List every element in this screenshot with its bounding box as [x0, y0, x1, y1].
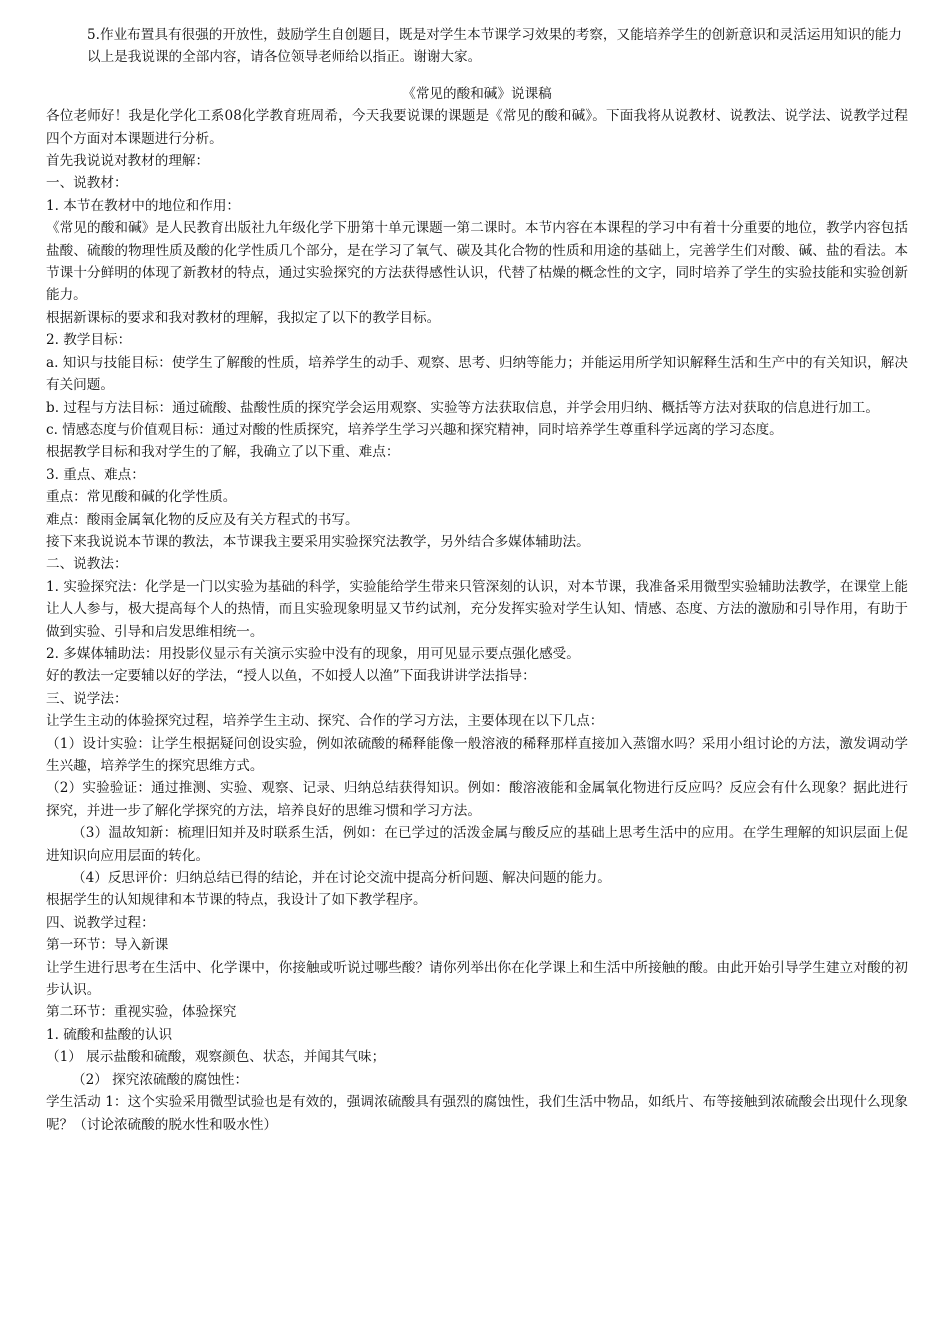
paragraph-textbook-description: 《常见的酸和碱》是人民教育出版社九年级化学下册第十单元课题一第二课时。本节内容在本课程的学习中有着十分重要的地位，教学内容包括盐酸、硫酸的物理性质及酸的化学性质几个部分，是在学习了氧气、碳及其化合物的性质和用途的基础上，完善学生们对酸、碱、盐的看法。本节课十分鲜明的体现了新教材的特点，通过实验探究的方法获得感性认识，代替了枯燥的概念性的文字，同时培养了学生的实验技能和实验创新能力。 — [46, 220, 908, 304]
paragraph-greeting: 各位老师好！我是化学化工系08化学教育班周希，今天我要说课的课题是《常见的酸和碱》。下面我将从说教材、说教法、说学法、说教学过程四个方面对本课题进行分析。 — [46, 108, 908, 147]
paragraph-key-point: 重点：常见酸和碱的化学性质。 — [46, 489, 237, 506]
paragraph-key-points-intro: 根据教学目标和我对学生的了解，我确立了以下重、难点： — [46, 444, 400, 461]
paragraph-goal-a: a. 知识与技能目标：使学生了解酸的性质，培养学生的动手、观察、思考、归纳等能力；并能运用所学知识解释生活和生产中的有关知识，解决有关问题。 — [46, 354, 908, 394]
paragraph-difficult-point: 难点：酸雨金属氧化物的反应及有关方程式的书写。 — [46, 511, 359, 528]
paragraph-intro-textbook: 首先我说说对教材的理解： — [46, 153, 210, 170]
paragraph-goal-c: c. 情感态度与价值观目标：通过对酸的性质探究，培养学生学习兴趣和探究精神，同时培养学生尊重科学远离的学习态度。 — [46, 421, 783, 438]
paragraph-design-experiment: （1）设计实验：让学生根据疑问创设实验，例如浓硫酸的稀释能像一般溶液的稀释那样直接加入蒸馏水吗？采用小组讨论的方法，激发调动学生兴趣，培养学生的探究思维方式。 — [46, 735, 908, 774]
paragraph-reflection: （4）反思评价：归纳总结已得的结论，并在讨论交流中提高分析问题、解决问题的能力。 — [72, 870, 611, 887]
paragraph-multimedia-method: 2. 多媒体辅助法：用投影仪显示有关演示实验中没有的现象，用可见显示要点强化感受。 — [46, 645, 580, 662]
paragraph-goals-intro: 根据新课标的要求和我对教材的理解，我拟定了以下的教学目标。 — [46, 309, 441, 326]
heading-section-3: 三、说学法： — [46, 690, 128, 707]
heading-section-2: 二、说教法： — [46, 556, 128, 573]
subheading-stage-2: 第二环节：重视实验，体验探究 — [46, 1004, 237, 1021]
paragraph-review-new: （3）温故知新：梳理旧知并及时联系生活，例如：在已学过的活泼金属与酸反应的基础上思考生活中的应用。在学生理解的知识层面上促进知识向应用层面的转化。 — [46, 825, 908, 864]
paragraph-student-activity-1: 学生活动 1：这个实验采用微型试验也是有效的，强调浓硫酸具有强烈的腐蚀性，我们生活中物品，如纸片、布等接触到浓硫酸会出现什么现象呢？（讨论浓硫酸的脱水性和吸水性） — [46, 1094, 908, 1133]
paragraph-show-acids: （1） 展示盐酸和硫酸，观察颜色、状态，并闻其气味； — [46, 1049, 386, 1066]
paragraph-homework-openness: 5.作业布置具有很强的开放性，鼓励学生自创题目，既是对学生本节课学习效果的考察，又能培养学生的创新意识和灵活运用知识的能力 — [87, 27, 902, 43]
paragraph-experiment-method: 1. 实验探究法：化学是一门以实验为基础的科学，实验能给学生带来只管深刻的认识，对本节课，我准备采用微型实验辅助法教学，在课堂上能让人人参与，极大提高每个人的热情，而且实验现象明显又节约试剂，充分发挥实验对学生认知、情感、态度、方法的激励和引导作用，有助于做到实验、引导和启发思维相统一。 — [46, 578, 908, 640]
document-page — [46, 24, 908, 1136]
paragraph-teaching-method-intro: 接下来我说说本节课的教法，本节课我主要采用实验探究法教学，另外结合多媒体辅助法。 — [46, 533, 590, 550]
paragraph-learning-method-intro: 好的教法一定要辅以好的学法，“授人以鱼，不如授人以渔”下面我讲讲学法指导： — [46, 668, 536, 685]
subheading-teaching-goals: 2. 教学目标： — [46, 332, 132, 349]
subheading-position-role: 1. 本节在教材中的地位和作用： — [46, 197, 241, 214]
subheading-key-difficult: 3. 重点、难点： — [46, 466, 145, 483]
heading-section-1: 一、说教材： — [46, 175, 128, 192]
subheading-stage-1: 第一环节：导入新课 — [46, 937, 169, 954]
paragraph-goal-b: b. 过程与方法目标：通过硫酸、盐酸性质的探究学会运用观察、实验等方法获取信息，并学会用归纳、概括等方法对获取的信息进行加工。 — [46, 399, 879, 416]
paragraph-verify-experiment: （2）实验验证：通过推测、实验、观察、记录、归纳总结获得知识。例如：酸溶液能和金属氧化物进行反应吗？反应会有什么现象？据此进行探究，并进一步了解化学探究的方法，培养良好的思维习惯和学习方法。 — [46, 780, 908, 819]
subheading-acid-knowledge: 1. 硫酸和盐酸的认识 — [46, 1026, 173, 1043]
paragraph-stage-1-content: 让学生进行思考在生活中、化学课中，你接触或听说过哪些酸？请你列举出你在化学课上和生活中所接触的酸。由此开始引导学生建立对酸的初步认识。 — [46, 959, 908, 999]
paragraph-closing-thanks: 以上是我说课的全部内容，请各位领导老师给以指正。谢谢大家。 — [87, 49, 482, 66]
heading-section-4: 四、说教学过程： — [46, 914, 155, 931]
lecture-title: 《常见的酸和碱》说课稿 — [402, 85, 552, 102]
paragraph-corrosion-explore: （2） 探究浓硫酸的腐蚀性： — [72, 1071, 249, 1088]
paragraph-procedure-intro: 根据学生的认知规律和本节课的特点，我设计了如下教学程序。 — [46, 892, 427, 909]
paragraph-learning-overview: 让学生主动的体验探究过程，培养学生主动、探究、合作的学习方法，主要体现在以下几点： — [46, 713, 604, 730]
